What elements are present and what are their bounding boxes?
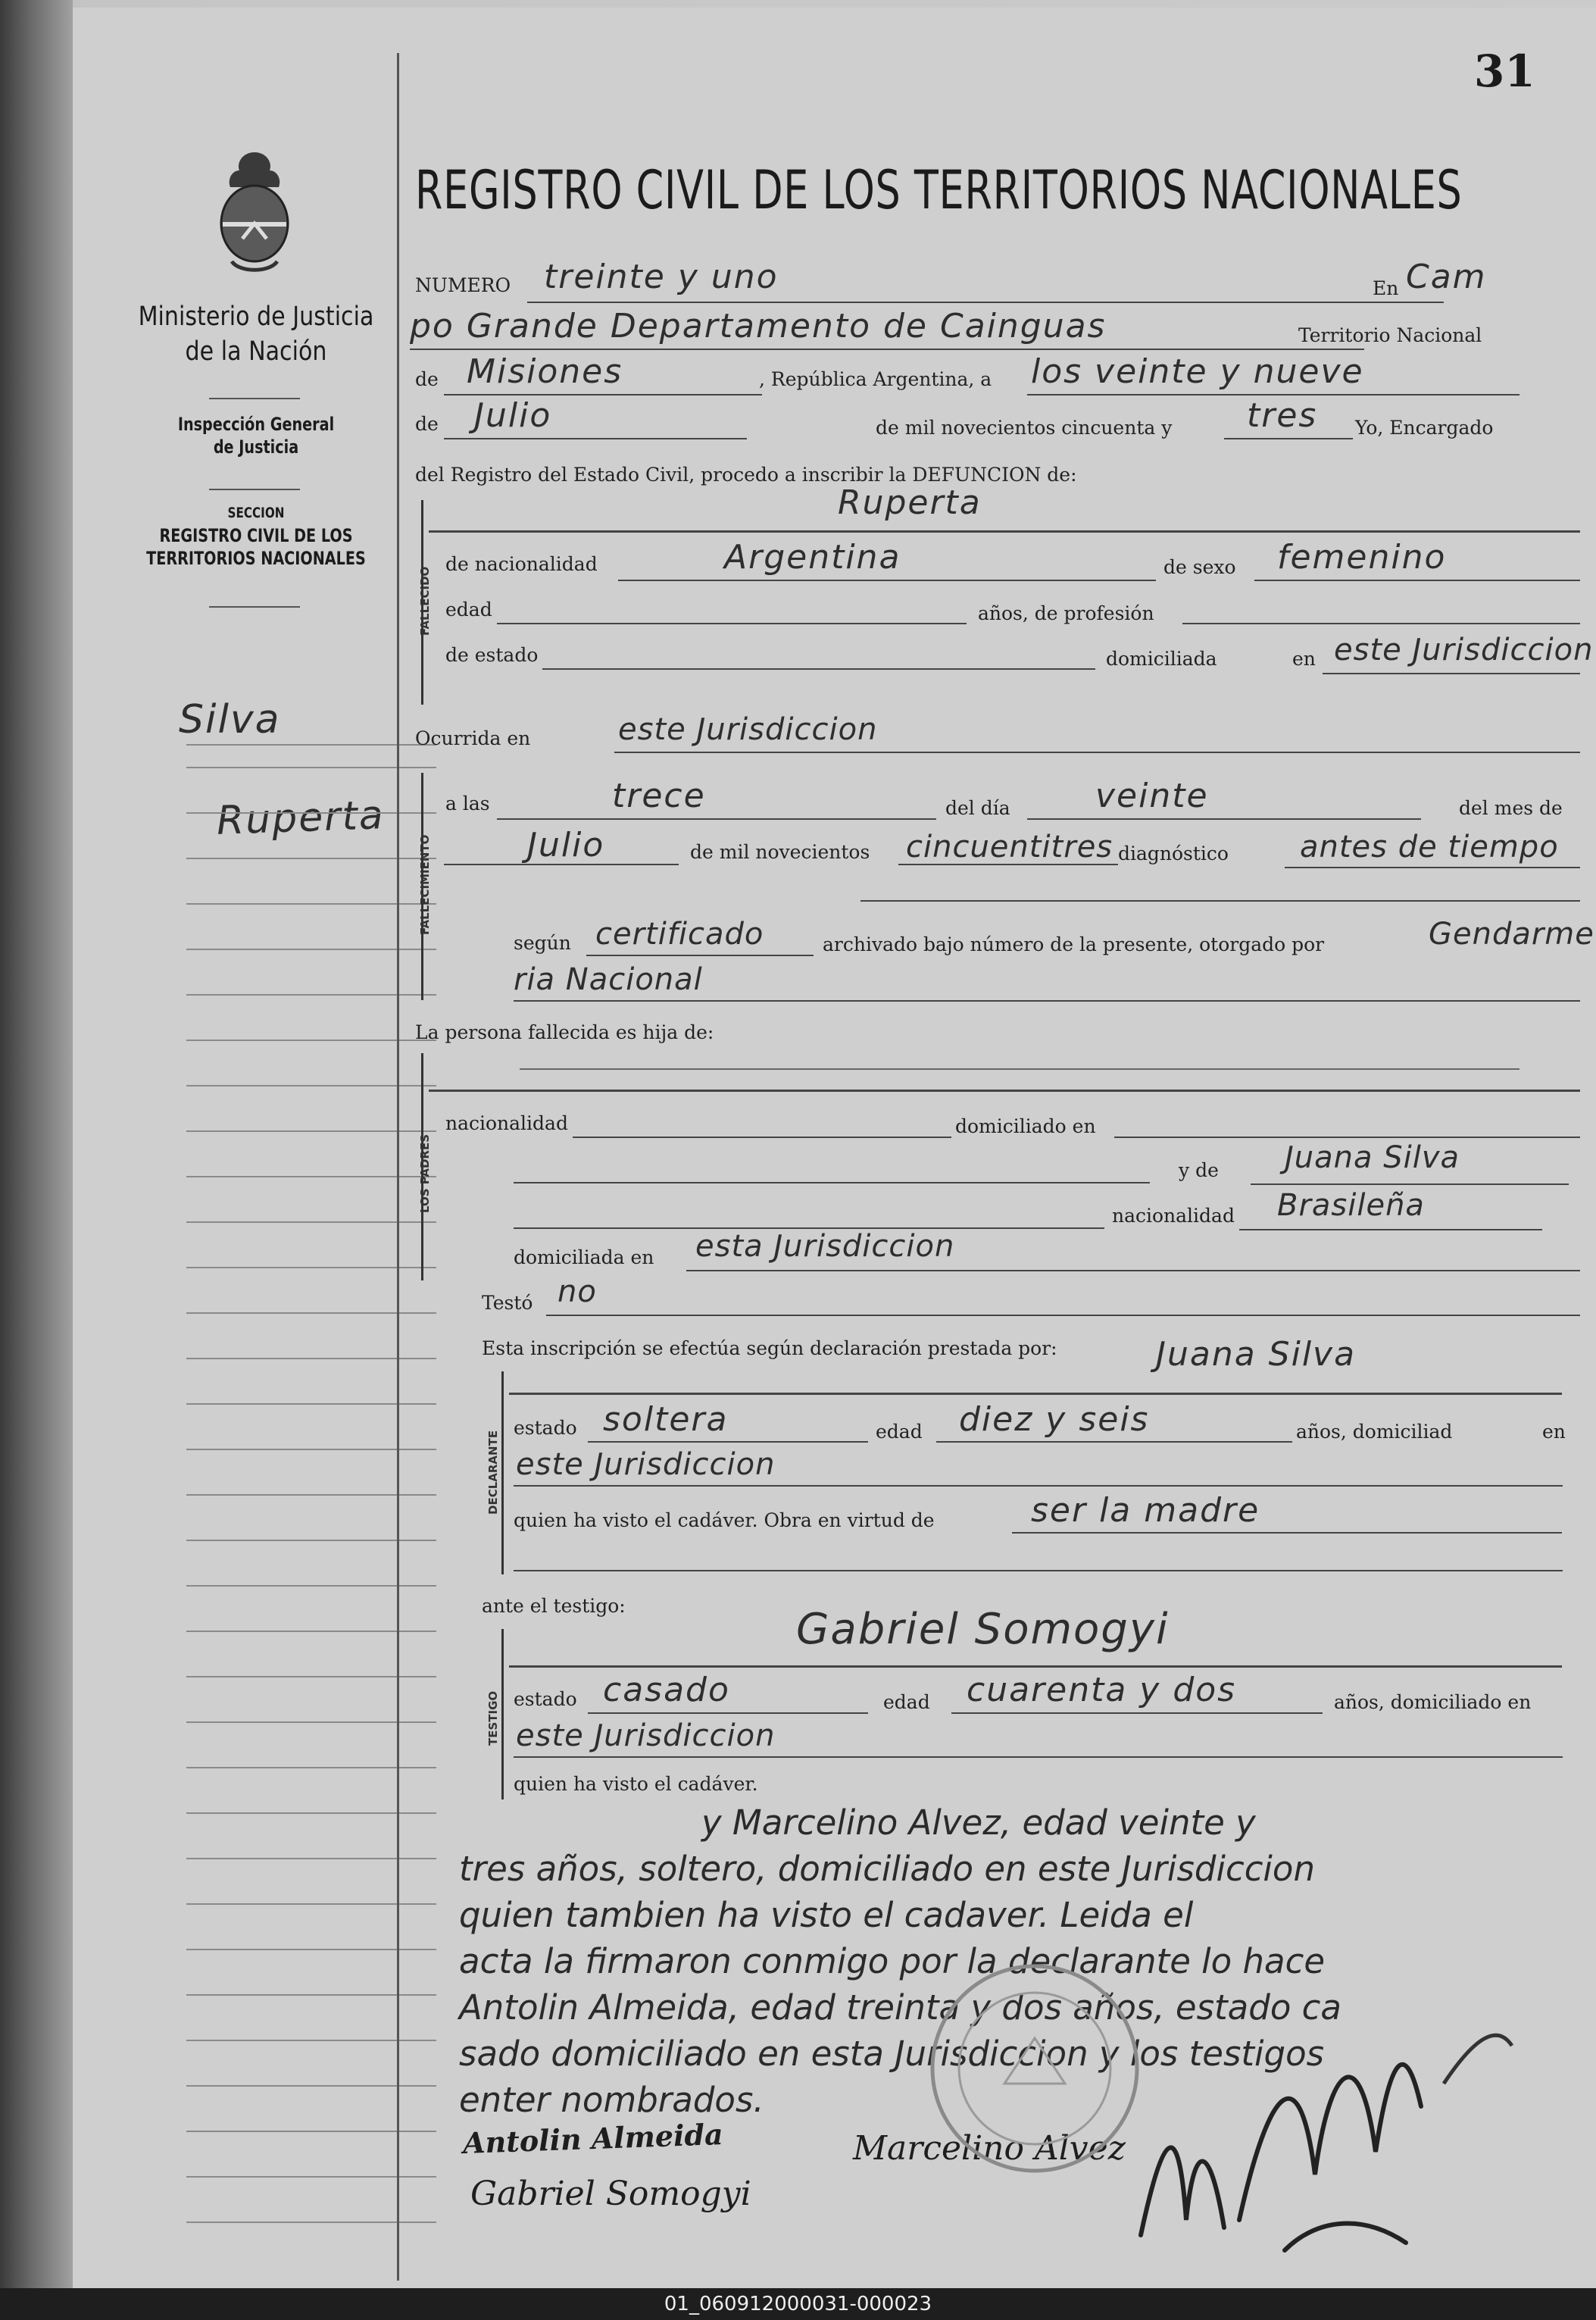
book-binding [0, 0, 73, 2288]
place-value-2: po Grande Departamento de Cainguas [410, 307, 1107, 345]
section-line-1: SECCION [227, 505, 285, 521]
declarante-name: Juana Silva [1156, 1335, 1357, 1374]
note-line-6: sado domiciliado en esta Jurisdiccion y los testigos [459, 2034, 1325, 2074]
section-heading [135, 502, 377, 570]
month-value: Julio [474, 396, 552, 435]
note-line-4: acta la firmaron conmigo por la declarante lo hace [459, 1941, 1326, 1981]
place-value-1: Cam [1406, 258, 1487, 296]
test-estado-value: casado [603, 1671, 730, 1709]
side-padres: LOS PADRES [418, 1133, 432, 1214]
domicilio-value: este Jurisdiccion [1334, 633, 1594, 668]
test-edad-value: cuarenta y dos [967, 1671, 1237, 1709]
yo-label: Yo, Encargado [1355, 417, 1494, 439]
note-line-5: Antolin Almeida, edad treinta y dos años, estado ca [459, 1987, 1341, 2028]
decl-anos-label: años, domiciliad [1296, 1421, 1453, 1443]
territorio-label: Territorio Nacional [1298, 324, 1482, 346]
madre-nac-value: Brasileña [1277, 1188, 1425, 1223]
note-line-7: enter nombrados. [459, 2080, 764, 2120]
diagnostico-label: diagnóstico [1118, 843, 1229, 865]
year-value: tres [1247, 396, 1318, 435]
decl-estado-value: soltera [603, 1400, 729, 1439]
inspection-heading [135, 413, 377, 458]
official-seal-icon [921, 1955, 1148, 2182]
day-value: los veinte y nueve [1031, 352, 1364, 391]
inspection-line-1: Inspección General [177, 414, 335, 435]
test-visto-label: quien ha visto el cadáver. [514, 1773, 758, 1795]
segun-value: certificado [595, 917, 764, 952]
del-dia-label: del día [945, 797, 1010, 819]
test-dom-value: este Jurisdiccion [516, 1718, 776, 1753]
testigo-name: Gabriel Somogyi [796, 1605, 1170, 1654]
signature-marcelino: Marcelino Alvez [853, 2129, 1126, 2168]
hija-label: La persona fallecida es hija de: [415, 1021, 714, 1043]
diagnostico-value: antes de tiempo [1300, 830, 1559, 865]
testigo-label: ante el testigo: [482, 1595, 626, 1617]
ocurrida-label: Ocurrida en [415, 727, 531, 749]
side-fallecimiento: FALLECIMIENTO [418, 834, 432, 935]
decl-virtud-value: ser la madre [1031, 1491, 1260, 1530]
image-id-footer: 01_060912000031-000023 [0, 2288, 1596, 2320]
registro-label: del Registro del Estado Civil, procedo a inscribir la DEFUNCION de: [415, 464, 1077, 486]
side-testigo: TESTIGO [486, 1690, 500, 1746]
testo-value: no [558, 1274, 597, 1309]
estado-label: de estado [445, 644, 539, 666]
note-line-2: tres años, soltero, domiciliado en este Jurisdiccion [459, 1849, 1315, 1889]
archivado-label: archivado bajo número de la presente, otorgado por [823, 933, 1325, 955]
test-edad-label: edad [883, 1691, 930, 1713]
section-line-3: TERRITORIOS NACIONALES [146, 548, 366, 569]
officer-signature-icon [1118, 1993, 1542, 2265]
del-mes-label: del mes de [1459, 797, 1563, 819]
signature-gabriel: Gabriel Somogyi [470, 2175, 751, 2213]
decl-dom-value: este Jurisdiccion [516, 1447, 776, 1482]
madre-dom-label: domiciliada en [514, 1246, 654, 1268]
test-estado-label: estado [514, 1688, 577, 1710]
note-line-3: quien tambien ha visto el cadaver. Leida el [459, 1895, 1194, 1935]
en-label: En [1373, 277, 1399, 299]
decl-visto-label: quien ha visto el cadáver. Obra en virtud de [514, 1509, 935, 1531]
territory-value: Misiones [467, 352, 623, 391]
domiciliada-label: domiciliada [1106, 648, 1217, 670]
coat-of-arms-icon [209, 148, 300, 277]
padre-nac-label: nacionalidad [445, 1112, 568, 1134]
madre-nac-label: nacionalidad [1112, 1205, 1235, 1227]
y-de-label: y de [1179, 1159, 1219, 1181]
inscripcion-label: Esta inscripción se efectúa según declaración prestada por: [482, 1337, 1057, 1359]
margin-given-name: Ruperta [216, 793, 386, 844]
signature-antolin: Antolin Almeida [462, 2117, 724, 2160]
decl-en-label: en [1542, 1421, 1566, 1443]
margin-surname: Silva [179, 697, 281, 743]
decl-edad-value: diez y seis [959, 1400, 1150, 1439]
sexo-value: femenino [1277, 538, 1447, 577]
form-title: REGISTRO CIVIL DE LOS TERRITORIOS NACIONALES [415, 159, 1463, 221]
de-label-2: de [415, 413, 439, 435]
sexo-label: de sexo [1163, 556, 1236, 578]
anos-label: años, de profesión [978, 602, 1154, 624]
ministry-line-2: de la Nación [185, 336, 327, 367]
a-las-label: a las [445, 793, 490, 815]
page-number: 31 [1474, 45, 1535, 97]
edad-label: edad [445, 599, 492, 621]
nacionalidad-label: de nacionalidad [445, 553, 598, 575]
section-line-2: REGISTRO CIVIL DE LOS [159, 525, 353, 546]
side-fallecido: FALLECIDO [418, 566, 432, 636]
year-label: de mil novecientos cincuenta y [876, 417, 1173, 439]
register-sheet [73, 8, 1596, 2288]
decl-estado-label: estado [514, 1417, 577, 1439]
numero-label: NUMERO [415, 274, 511, 296]
testo-label: Testó [482, 1292, 533, 1314]
padre-dom-label: domiciliado en [955, 1115, 1096, 1137]
ocurrida-value: este Jurisdiccion [618, 712, 878, 747]
ministry-line-1: Ministerio de Justicia [138, 302, 374, 332]
mil-label: de mil novecientos [690, 841, 870, 863]
otorgado-value-1: Gendarme [1429, 917, 1594, 952]
republica-label: , República Argentina, a [759, 368, 992, 390]
madre-value: Juana Silva [1285, 1140, 1460, 1175]
nacionalidad-value: Argentina [724, 538, 901, 577]
dia-value: veinte [1095, 777, 1209, 815]
otorgado-value-2: ria Nacional [514, 962, 703, 997]
de-label: de [415, 368, 439, 390]
hora-value: trece [612, 777, 706, 815]
side-declarante: DECLARANTE [486, 1430, 500, 1515]
anio-value: cincuentitres [906, 830, 1113, 865]
madre-dom-value: esta Jurisdiccion [695, 1229, 955, 1264]
segun-label: según [514, 932, 571, 954]
note-line-1: y Marcelino Alvez, edad veinte y [701, 1803, 1256, 1843]
test-anos-label: años, domiciliado en [1334, 1691, 1532, 1713]
inspection-line-2: de Justicia [213, 436, 299, 458]
mes-value: Julio [527, 826, 605, 865]
en-label-2: en [1292, 648, 1316, 670]
ministry-heading [126, 299, 386, 369]
decl-edad-label: edad [876, 1421, 923, 1443]
numero-value: treinte y uno [544, 258, 779, 296]
deceased-name: Ruperta [838, 483, 982, 522]
